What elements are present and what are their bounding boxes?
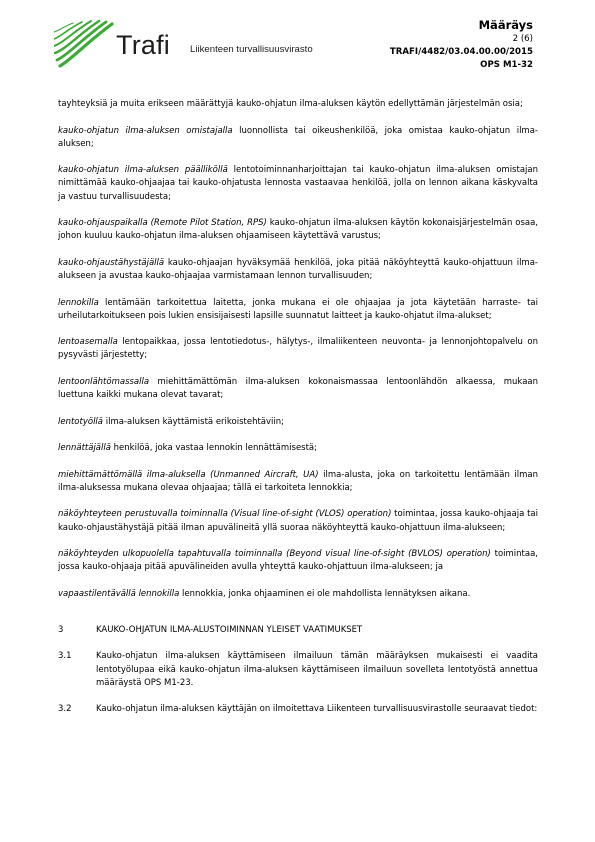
document-body — [58, 98, 538, 730]
definition-term: lentotyöllä — [58, 416, 104, 427]
definition-item — [58, 376, 538, 402]
agency-name: Liikenteen turvallisuusvirasto — [190, 44, 313, 55]
clauses-list — [58, 650, 538, 716]
definition-item — [58, 469, 538, 495]
definition-term: vapaastilentävällä lennokilla — [58, 588, 180, 599]
definition-term: näköyhteyteen perustuvalla toiminnalla (Visual line-of-sight (VLOS) operation) — [58, 509, 392, 520]
section-number: 3 — [58, 624, 64, 635]
section-heading — [58, 624, 538, 637]
definition-text: lentotoiminnanharjoittajan tai kauko-ohjatun ilma-aluksen omistajan nimittämää kauko-ohjaajaa tai kauko-ohjatusta lennosta vastaavaa henkilöä, jolla on lennon aikana käskyvalta ja vastuu turvallisuudesta; — [58, 165, 538, 202]
definition-item — [58, 125, 538, 151]
definitions-list — [58, 98, 538, 601]
clause-text: Kauko-ohjatun ilma-aluksen käyttämiseen ilmailuun tämän määräyksen mukaisesti ei vaadita lentotyölupaa eikä kauko-ohjatun ilma-aluksen käyttämiseen ilmailuun sovelleta lentotyöstä annettua määräystä OPS M1-23. — [96, 651, 538, 688]
definition-item — [58, 98, 538, 111]
trafi-logo-icon — [54, 19, 116, 69]
section-title: KAUKO-OHJATUN ILMA-ALUSTOIMINNAN YLEISET VAATIMUKSET — [96, 624, 363, 635]
definition-text: lentämään tarkoitettua laitetta, jonka mukana ei ole ohjaajaa ja jota käytetään harraste- tai urheilutarkoitukseen pois lukien ensisijaisesti lapsille suunnatut laitteet ja kauko-ohjatut ilma-alukset; — [58, 297, 538, 321]
definition-item — [58, 164, 538, 204]
page-number: 2 (6) — [512, 34, 533, 44]
definition-term: miehittämättömällä ilma-aluksella (Unmanned Aircraft, UA) — [58, 469, 319, 480]
definition-term: kauko-ohjauspaikalla (Remote Pilot Station, RPS) — [58, 218, 267, 229]
definition-item — [58, 297, 538, 323]
clause-number: 3.2 — [58, 704, 72, 715]
definition-text: henkilöä, joka vastaa lennokin lennättämisestä; — [110, 443, 318, 454]
definition-term: näköyhteyden ulkopuolella tapahtuvalla toiminnalla (Beyond visual line-of-sight (BVLOS) operation) — [58, 549, 491, 560]
definition-item — [58, 336, 538, 362]
definition-text: kauko-ohjaajan hyväksymää henkilöä, joka pitää näköyhteyttä kauko-ohjattuun ilma-alukseen ja avustaa kauko-ohjaajaa varmistamaan lennon turvallisuuden; — [58, 257, 538, 282]
definition-term: lennokilla — [58, 297, 99, 308]
document-meta — [390, 18, 533, 72]
definition-text: kauko-ohjatun ilma-aluksen käytön kokonaisjärjestelmän osaa, johon kuuluu kauko-ohjatun ilma-aluksen ohjaamiseen käytettävä varustus; — [58, 218, 538, 242]
definition-text: miehittämättömän ilma-aluksen kokonaismassaa lentoonlähdön alkaessa, mukaan luettuna kaikki mukana olevat tavarat; — [58, 376, 538, 401]
definition-term: kauko-ohjatun ilma-aluksen päälliköllä — [58, 165, 228, 176]
document-type: Määräys — [478, 18, 533, 32]
definition-item — [58, 442, 538, 455]
definition-term: lentoasemalla — [58, 337, 118, 348]
clause-item — [58, 650, 538, 690]
definition-term: kauko-ohjaustähystäjällä — [58, 257, 165, 268]
definition-item — [58, 257, 538, 283]
definition-text: lentopaikkaa, jossa lentotiedotus-, hälytys-, ilmaliikenteen neuvonta- ja lennonjohtopalvelu on pysyvästi järjestetty; — [58, 337, 538, 361]
definition-text: lennokkia, jonka ohjaaminen ei ole mahdollista lennätyksen aikana. — [179, 588, 471, 599]
clause-item — [58, 703, 538, 716]
brand-name: Trafi — [116, 30, 170, 60]
definition-item — [58, 217, 538, 243]
definition-text: tayhteyksiä ja muita erikseen määrättyjä kauko-ohjatun ilma-aluksen käytön edellyttämän järjestelmän osia; — [58, 99, 523, 109]
definition-term: kauko-ohjatun ilma-aluksen omistajalla — [58, 125, 233, 136]
definition-item — [58, 588, 538, 601]
definition-item — [58, 508, 538, 534]
definition-term: lennättäjällä — [58, 443, 111, 454]
clause-text: Kauko-ohjatun ilma-aluksen käyttäjän on ilmoitettava Liikenteen turvallisuusvirastolle seuraavat tiedot: — [96, 704, 538, 715]
regulation-code: OPS M1-32 — [480, 60, 533, 70]
definition-text: luonnollista tai oikeushenkilöä, joka omistaa kauko-ohjatun ilma-aluksen; — [58, 125, 538, 149]
definition-item — [58, 548, 538, 574]
definition-text: ilma-aluksen käyttämistä erikoistehtäviin; — [103, 416, 285, 427]
definition-term: lentoonlähtömassalla — [58, 376, 150, 387]
reference-number: TRAFI/4482/03.04.00.00/2015 — [389, 47, 533, 57]
definition-text: toimintaa, jossa kauko-ohjaaja pitää apuvälineiden avulla yhteyttä kauko-ohjattuun ilma-alukseen; ja — [58, 549, 539, 573]
page-header — [0, 0, 595, 90]
definition-text: ilma-alusta, joka on tarkoitettu lentämään ilman ilma-aluksessa mukana olevaa ohjaajaa; tällä ei tarkoiteta lennokkia; — [58, 469, 538, 493]
definition-text: toimintaa, jossa kauko-ohjaaja tai kauko-ohjaustähystäjä pitää ilman apuvälineitä yllä suoraa näköyhteyttä kauko-ohjattuun ilma-alukseen; — [58, 509, 538, 533]
definition-item — [58, 416, 538, 429]
clause-number: 3.1 — [58, 651, 72, 662]
